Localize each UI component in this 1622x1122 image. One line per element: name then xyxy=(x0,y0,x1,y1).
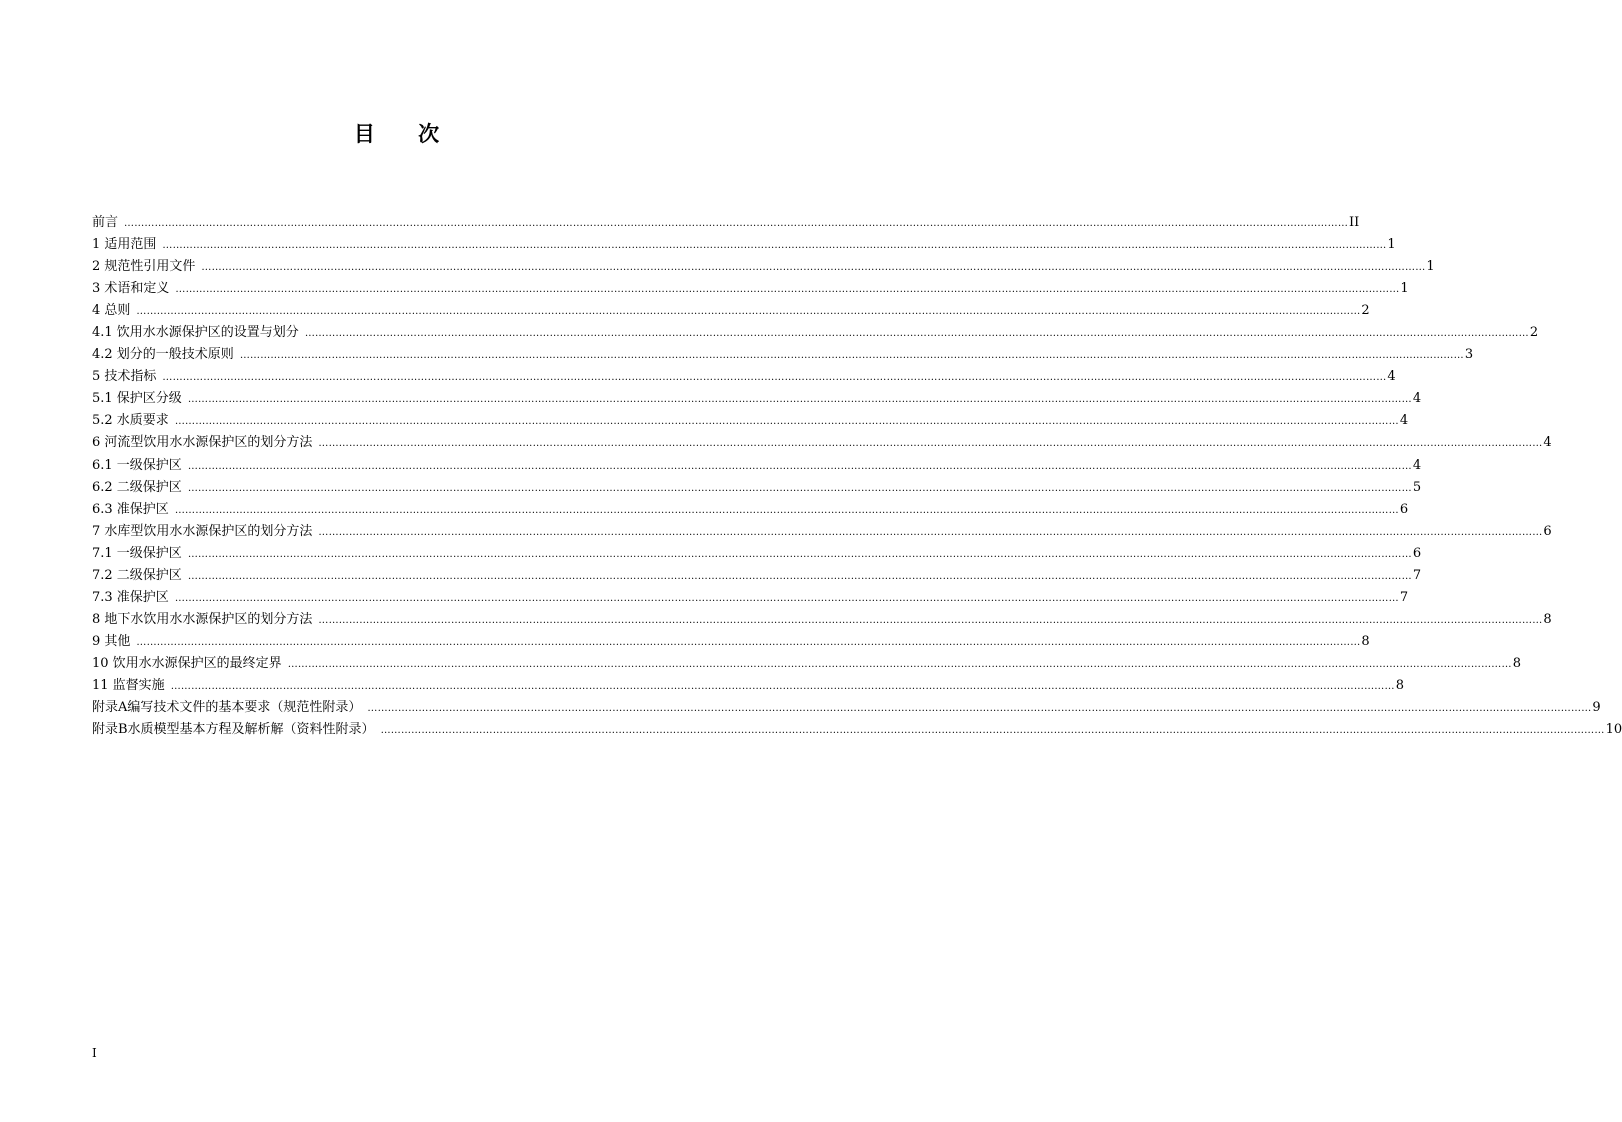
toc-entry[interactable] xyxy=(92,675,1404,697)
toc-entry-page: 2 xyxy=(1361,303,1370,319)
toc-entry-label: 7.2 二级保护区 xyxy=(92,567,182,583)
toc-entry-page: 7 xyxy=(1412,567,1422,583)
toc-entry-page: 3 xyxy=(1464,347,1474,363)
toc-dot-leader: ……………………………………………………………………………………………………………………………………………………………………………………………………………………………………………………………………………………………………………………………… xyxy=(174,416,1399,428)
toc-dot-leader: ……………………………………………………………………………………………………………………………………………………………………………………………………………………………………………………………………………………………………………………………… xyxy=(174,504,1399,516)
toc-dot-leader: ……………………………………………………………………………………………………………………………………………………………………………………………………………………………………………………………………………………………………………………………… xyxy=(187,460,1412,472)
toc-entry[interactable] xyxy=(92,388,1422,410)
toc-entry-page: 1 xyxy=(1400,281,1409,297)
toc-entry-page: 8 xyxy=(1361,633,1370,649)
toc-entry-page: 4 xyxy=(1399,413,1409,429)
toc-dot-leader: ……………………………………………………………………………………………………………………………………………………………………………………………………………………………………………………………………………………………………………………………… xyxy=(201,262,1426,274)
toc-entry[interactable] xyxy=(92,322,1539,344)
toc-dot-leader: ……………………………………………………………………………………………………………………………………………………………………………………………………………………………………………………………………………………………………………………………… xyxy=(318,526,1543,538)
toc-entry-label: 1 适用范围 xyxy=(92,237,157,253)
toc-entry-page: 8 xyxy=(1543,611,1552,627)
toc-dot-leader: ……………………………………………………………………………………………………………………………………………………………………………………………………………………………………………………………………………………………………………………………… xyxy=(287,658,1512,670)
toc-dot-leader: ……………………………………………………………………………………………………………………………………………………………………………………………………………………………………………………………………………………………………………………………… xyxy=(367,703,1592,715)
toc-entry-label: 4 总则 xyxy=(92,303,131,319)
toc-dot-leader: ……………………………………………………………………………………………………………………………………………………………………………………………………………………………………………………………………………………………………………………………… xyxy=(187,482,1412,494)
toc-entry-page: 1 xyxy=(1426,259,1435,275)
toc-entry-page: 8 xyxy=(1512,655,1521,671)
toc-dot-leader: ……………………………………………………………………………………………………………………………………………………………………………………………………………………………………………………………………………………………………………………………… xyxy=(187,570,1412,582)
toc-entry-label: 6.3 准保护区 xyxy=(92,501,169,517)
toc-entry-label: 5.1 保护区分级 xyxy=(92,391,182,407)
toc-entry[interactable] xyxy=(92,587,1409,609)
toc-dot-leader: ……………………………………………………………………………………………………………………………………………………………………………………………………………………………………………………………………………………………………………………………… xyxy=(187,394,1412,406)
toc-entry[interactable] xyxy=(92,719,1622,741)
toc-dot-leader: ……………………………………………………………………………………………………………………………………………………………………………………………………………………………………………………………………………………………………………………………… xyxy=(175,284,1400,296)
toc-entry-label: 6 河流型饮用水水源保护区的划分方法 xyxy=(92,435,313,451)
toc-entry-label: 10 饮用水水源保护区的最终定界 xyxy=(92,655,282,671)
toc-dot-leader: ……………………………………………………………………………………………………………………………………………………………………………………………………………………………………………………………………………………………………………………………… xyxy=(136,636,1361,648)
toc-entry-page: 5 xyxy=(1412,479,1422,495)
toc-dot-leader: ……………………………………………………………………………………………………………………………………………………………………………………………………………………………………………………………………………………………………………………………… xyxy=(136,306,1361,318)
toc-entry-page: 4 xyxy=(1543,435,1552,451)
toc-entry[interactable] xyxy=(92,455,1422,477)
toc-dot-leader: ……………………………………………………………………………………………………………………………………………………………………………………………………………………………………………………………………………………………………………………………… xyxy=(174,592,1399,604)
footer-page-number: I xyxy=(92,1046,97,1060)
toc-entry-label: 7 水库型饮用水水源保护区的划分方法 xyxy=(92,523,313,539)
toc-entry[interactable] xyxy=(92,631,1370,653)
toc-entry[interactable] xyxy=(92,499,1409,521)
toc-dot-leader: ……………………………………………………………………………………………………………………………………………………………………………………………………………………………………………………………………………………………………………………………… xyxy=(162,372,1387,384)
toc-entry-label: 2 规范性引用文件 xyxy=(92,259,196,275)
toc-dot-leader: ……………………………………………………………………………………………………………………………………………………………………………………………………………………………………………………………………………………………………………………………… xyxy=(239,350,1464,362)
toc-entry-page: 6 xyxy=(1399,501,1409,517)
toc-dot-leader: ……………………………………………………………………………………………………………………………………………………………………………………………………………………………………………………………………………………………………………………………… xyxy=(304,328,1529,340)
toc-entry[interactable] xyxy=(92,300,1370,322)
toc-entry-label: 7.3 准保护区 xyxy=(92,589,169,605)
toc-entry[interactable] xyxy=(92,234,1396,256)
toc-entry-label: 附录B水质模型基本方程及解析解（资料性附录） xyxy=(92,722,375,738)
toc-entry[interactable] xyxy=(92,565,1422,587)
toc-entry-page: 9 xyxy=(1592,700,1601,716)
toc-entry-label: 7.1 一级保护区 xyxy=(92,545,182,561)
page-title: 目 次 xyxy=(353,121,458,146)
toc-entry[interactable] xyxy=(92,521,1552,543)
toc-entry-page: 4 xyxy=(1412,457,1422,473)
toc-dot-leader: ……………………………………………………………………………………………………………………………………………………………………………………………………………………………………………………………………………………………………………………………… xyxy=(187,548,1412,560)
toc-dot-leader: ……………………………………………………………………………………………………………………………………………………………………………………………………………………………………………………………………………………………………………………………… xyxy=(318,614,1543,626)
toc-entry-label: 5 技术指标 xyxy=(92,369,157,385)
toc-entry-label: 4.1 饮用水水源保护区的设置与划分 xyxy=(92,325,299,341)
toc-entry-page: II xyxy=(1349,215,1360,230)
toc-entry-label: 6.1 一级保护区 xyxy=(92,457,182,473)
toc-entry[interactable] xyxy=(92,344,1474,366)
toc-dot-leader: ……………………………………………………………………………………………………………………………………………………………………………………………………………………………………………………………………………………………………………………………… xyxy=(318,438,1543,450)
toc-entry-page: 8 xyxy=(1395,677,1404,693)
toc-entry[interactable] xyxy=(92,432,1552,454)
toc-entry-label: 5.2 水质要求 xyxy=(92,413,169,429)
toc-entry[interactable] xyxy=(92,278,1409,300)
toc-entry-page: 6 xyxy=(1543,523,1552,539)
toc-dot-leader: ……………………………………………………………………………………………………………………………………………………………………………………………………………………………………………………………………………………………………………………………… xyxy=(124,218,1349,229)
toc-dot-leader: ……………………………………………………………………………………………………………………………………………………………………………………………………………………………………………………………………………………………………………………………… xyxy=(170,680,1395,692)
toc-entry-label: 3 术语和定义 xyxy=(92,281,170,297)
toc-entry[interactable] xyxy=(92,543,1422,565)
toc-entry-label: 8 地下水饮用水水源保护区的划分方法 xyxy=(92,611,313,627)
toc-entry[interactable] xyxy=(92,410,1409,432)
toc-entry-label: 前言 xyxy=(92,215,119,230)
toc-entry[interactable] xyxy=(92,256,1435,278)
toc-entry-label: 11 监督实施 xyxy=(92,677,165,693)
toc-dot-leader: ……………………………………………………………………………………………………………………………………………………………………………………………………………………………………………………………………………………………………………………………… xyxy=(380,725,1605,737)
toc-entry-page: 10 xyxy=(1605,722,1622,738)
toc-entry[interactable] xyxy=(92,477,1422,499)
toc-entry[interactable] xyxy=(92,366,1396,388)
toc-entry[interactable] xyxy=(92,697,1601,719)
toc-entry-label: 附录A编写技术文件的基本要求（规范性附录） xyxy=(92,700,362,716)
toc-entry-label: 4.2 划分的一般技术原则 xyxy=(92,347,234,363)
toc-entry-page: 7 xyxy=(1399,589,1409,605)
toc-dot-leader: ……………………………………………………………………………………………………………………………………………………………………………………………………………………………………………………………………………………………………………………………… xyxy=(162,240,1387,252)
toc-entry-page: 4 xyxy=(1412,391,1422,407)
toc-entry-label: 9 其他 xyxy=(92,633,131,649)
toc-entry-page: 1 xyxy=(1387,237,1396,253)
toc-entry[interactable] xyxy=(92,212,1360,234)
toc-entry-label: 6.2 二级保护区 xyxy=(92,479,182,495)
toc-entry[interactable] xyxy=(92,653,1521,675)
toc-entry-page: 4 xyxy=(1387,369,1396,385)
toc-entry-page: 6 xyxy=(1412,545,1422,561)
table-of-contents xyxy=(92,212,1622,741)
toc-entry[interactable] xyxy=(92,609,1552,631)
toc-entry-page: 2 xyxy=(1529,325,1539,341)
